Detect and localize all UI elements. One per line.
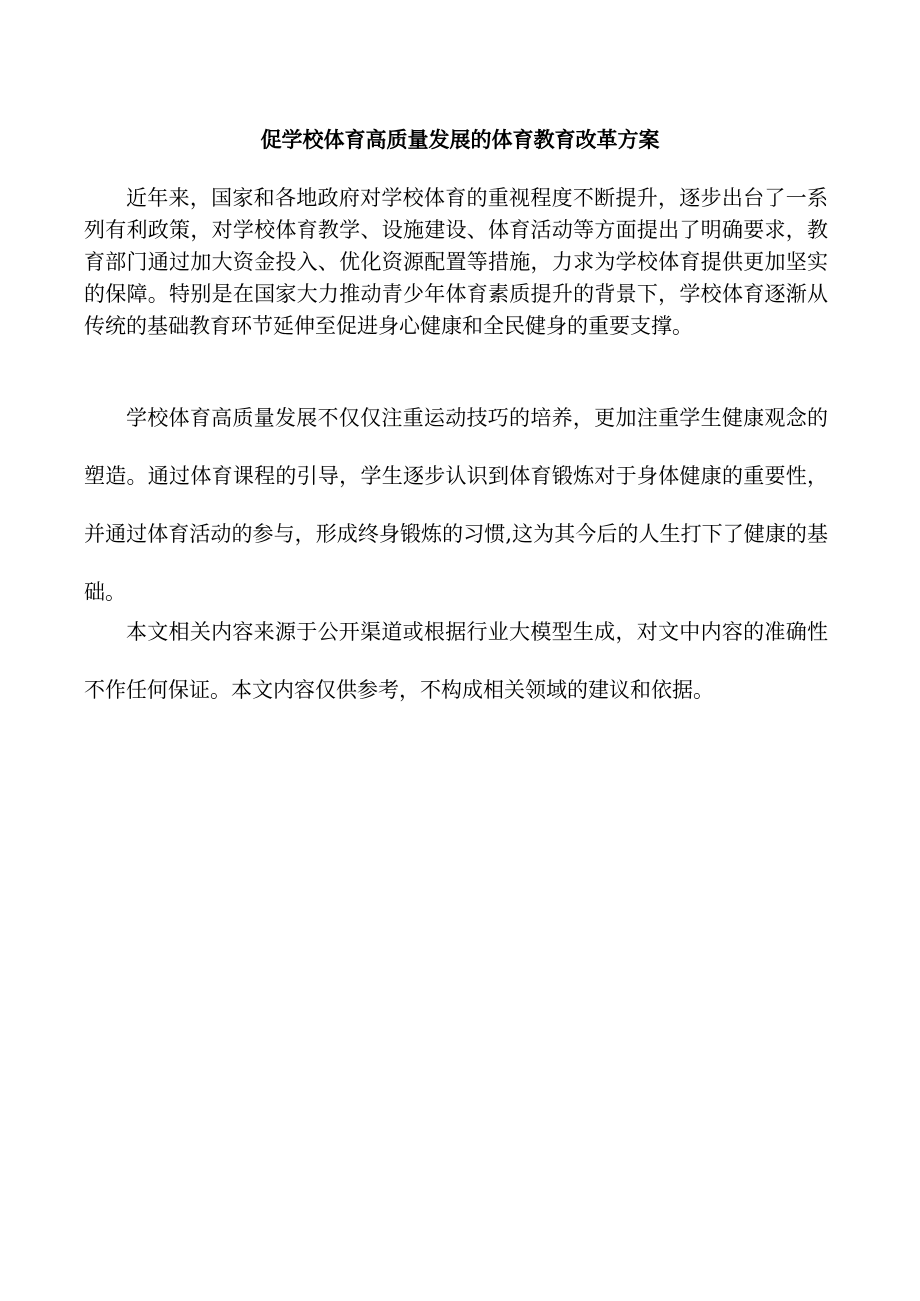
paragraph-disclaimer: 本文相关内容来源于公开渠道或根据行业大模型生成，对文中内容的准确性不作任何保证。本文内容仅供参考，不构成相关领域的建议和依据。	[84, 620, 828, 702]
paragraph-intro: 近年来，国家和各地政府对学校体育的重视程度不断提升，逐步出台了一系列有利政策，对学校体育教学、设施建设、体育活动等方面提出了明确要求，教育部门通过加大资金投入、优化资源配置等措施，力求为学校体育提供更加坚实的保障。特别是在国家大力推动青少年体育素质提升的背景下，学校体育逐渐从传统的基础教育环节延伸至促进身心健康和全民健身的重要支撑。	[84, 186, 828, 338]
paragraph-health-concept: 学校体育高质量发展不仅仅注重运动技巧的培养，更加注重学生健康观念的塑造。通过体育课程的引导，学生逐步认识到体育锻炼对于身体健康的重要性，并通过体育活动的参与，形成终身锻炼的习惯,这为其今后的人生打下了健康的基础。	[84, 406, 828, 604]
document-title: 促学校体育高质量发展的体育教育改革方案	[260, 127, 660, 152]
